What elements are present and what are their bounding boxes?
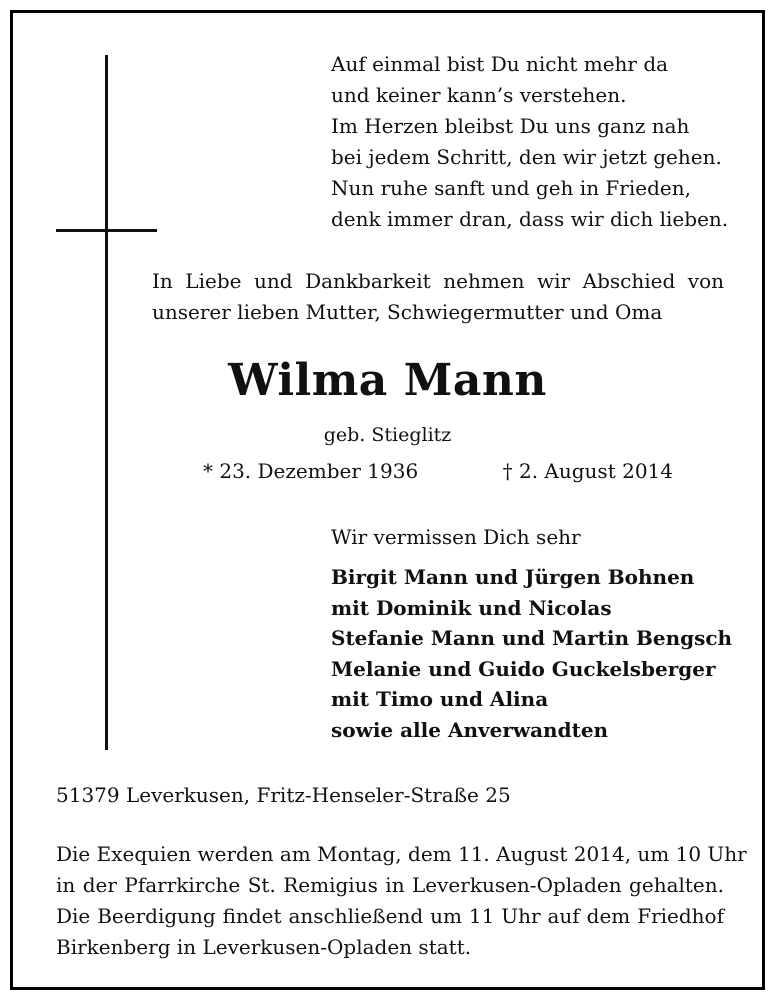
mourner-line: mit Timo und Alina xyxy=(331,687,549,711)
obituary-notice xyxy=(10,10,765,990)
funeral-line: Birkenberg in Leverkusen-Opladen statt. xyxy=(56,935,472,959)
birth-date: * 23. Dezember 1936 xyxy=(203,459,419,483)
family-address: 51379 Leverkusen, Fritz-Henseler-Straße 25 xyxy=(56,783,511,807)
funeral-details xyxy=(56,839,747,963)
intro-line: In Liebe und Dankbarkeit nehmen wir Abschied von xyxy=(152,269,724,293)
poem-line: bei jedem Schritt, den wir jetzt gehen. xyxy=(331,145,722,169)
funeral-line: Die Exequien werden am Montag, dem 11. August 2014, um 10 Uhr xyxy=(56,842,747,866)
birth-name: geb. Stieglitz xyxy=(323,424,452,446)
poem-line: und keiner kann’s verstehen. xyxy=(331,83,627,107)
death-date: † 2. August 2014 xyxy=(502,459,673,483)
poem-line: denk immer dran, dass wir dich lieben. xyxy=(331,207,729,231)
farewell-intro xyxy=(152,266,724,328)
poem-line: Nun ruhe sanft und geh in Frieden, xyxy=(331,176,691,200)
mourner-line: Birgit Mann und Jürgen Bohnen xyxy=(331,565,695,589)
funeral-line: Die Beerdigung findet anschließend um 11 Uhr auf dem Friedhof xyxy=(56,904,724,928)
mourner-line: Stefanie Mann und Martin Bengsch xyxy=(331,626,733,650)
intro-line: unserer lieben Mutter, Schwiegermutter und Oma xyxy=(152,300,663,324)
mourner-line: Melanie und Guido Guckelsberger xyxy=(331,656,716,681)
mourner-line: sowie alle Anverwandten xyxy=(331,717,609,742)
mourners-list xyxy=(331,562,732,745)
poem-line: Auf einmal bist Du nicht mehr da xyxy=(331,52,669,76)
mourner-line: mit Dominik und Nicolas xyxy=(331,595,612,620)
memorial-poem xyxy=(331,49,728,235)
funeral-line: in der Pfarrkirche St. Remigius in Leverkusen-Opladen gehalten. xyxy=(56,873,724,897)
mourners-heading: Wir vermissen Dich sehr xyxy=(331,525,581,549)
deceased-name: Wilma Mann xyxy=(228,355,547,406)
cross-icon-bar xyxy=(56,229,157,232)
poem-line: Im Herzen bleibst Du uns ganz nah xyxy=(331,114,690,138)
